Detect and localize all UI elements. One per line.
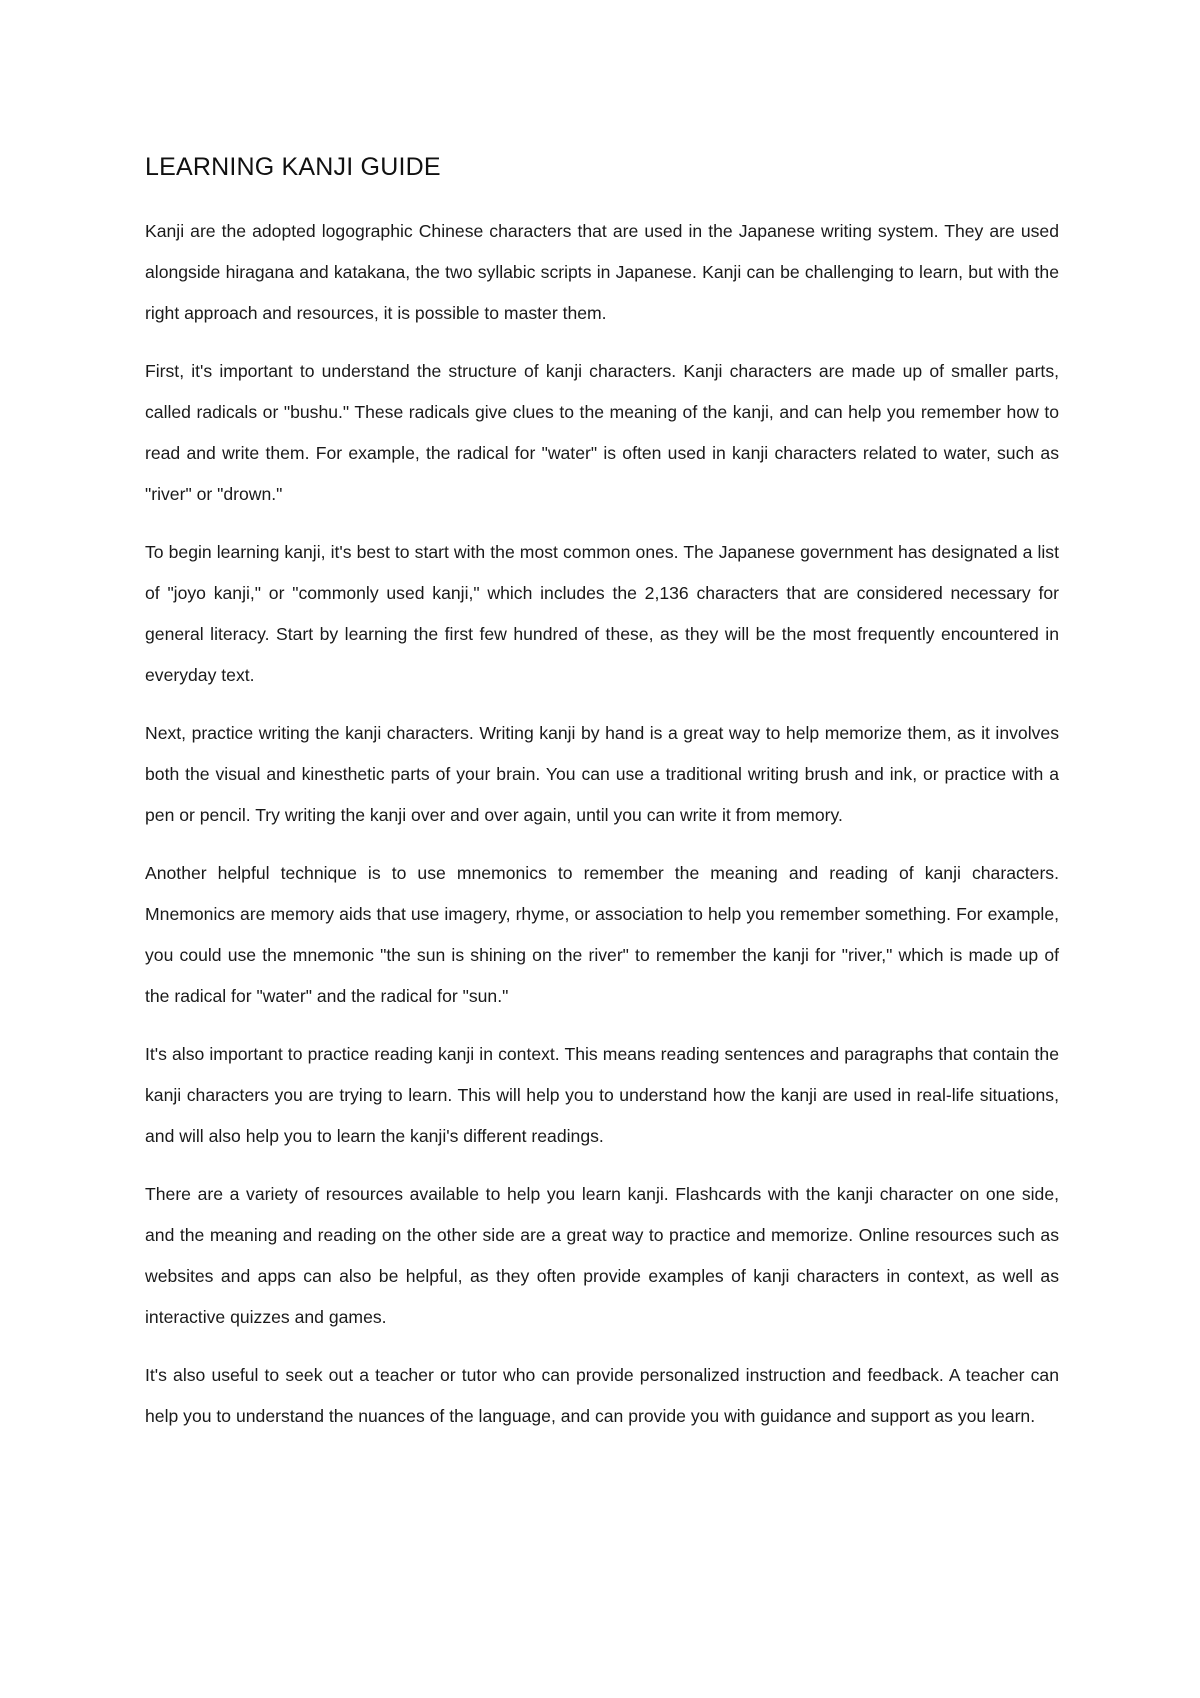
- paragraph-common-kanji: To begin learning kanji, it's best to start with the most common ones. The Japanese government has designated a list of "joyo kanji," or "commonly used kanji," which includes the 2,136 characters that are considered necessary for general literacy. Start by learning the first few hundred of these, as they will be the most frequently encountered in everyday text.: [145, 542, 1059, 685]
- document-body: [145, 150, 1059, 1454]
- paragraph-mnemonics: Another helpful technique is to use mnemonics to remember the meaning and reading of kanji characters. Mnemonics are memory aids that use imagery, rhyme, or association to help you remember something. For example, you could use the mnemonic "the sun is shining on the river" to remember the kanji for "river," which is made up of the radical for "water" and the radical for "sun.": [145, 863, 1059, 1006]
- paragraph-teacher: It's also useful to seek out a teacher or tutor who can provide personalized instruction and feedback. A teacher can help you to understand the nuances of the language, and can provide you with guidance and support as you learn.: [145, 1365, 1059, 1426]
- paragraph-reading-context: It's also important to practice reading kanji in context. This means reading sentences and paragraphs that contain the kanji characters you are trying to learn. This will help you to understand how the kanji are used in real-life situations, and will also help you to learn the kanji's different readings.: [145, 1044, 1059, 1146]
- paragraph-structure: First, it's important to understand the structure of kanji characters. Kanji characters are made up of smaller parts, called radicals or "bushu." These radicals give clues to the meaning of the kanji, and can help you remember how to read and write them. For example, the radical for "water" is often used in kanji characters related to water, such as "river" or "drown.": [145, 361, 1059, 504]
- document-title: LEARNING KANJI GUIDE: [145, 153, 441, 181]
- paragraph-intro: Kanji are the adopted logographic Chinese characters that are used in the Japanese writing system. They are used alongside hiragana and katakana, the two syllabic scripts in Japanese. Kanji can be challenging to learn, but with the right approach and resources, it is possible to master them.: [145, 221, 1059, 323]
- paragraph-writing-practice: Next, practice writing the kanji characters. Writing kanji by hand is a great way to help memorize them, as it involves both the visual and kinesthetic parts of your brain. You can use a traditional writing brush and ink, or practice with a pen or pencil. Try writing the kanji over and over again, until you can write it from memory.: [145, 723, 1059, 825]
- paragraph-resources: There are a variety of resources available to help you learn kanji. Flashcards with the kanji character on one side, and the meaning and reading on the other side are a great way to practice and memorize. Online resources such as websites and apps can also be helpful, as they often provide examples of kanji characters in context, as well as interactive quizzes and games.: [145, 1184, 1059, 1327]
